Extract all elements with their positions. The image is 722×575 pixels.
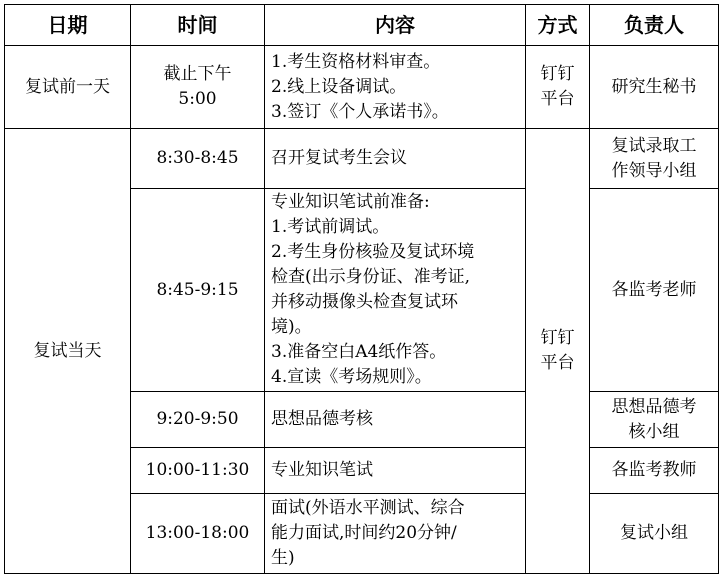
content-line: 召开复试考生会议 xyxy=(271,148,407,168)
content-cell xyxy=(265,46,526,129)
content-cell xyxy=(265,392,526,448)
time-cell xyxy=(131,189,265,392)
content-cell xyxy=(265,494,526,574)
owner-cell xyxy=(590,129,719,189)
time-cell xyxy=(131,46,265,129)
date-label: 复试前一天 xyxy=(25,76,110,97)
header-date: 日期 xyxy=(5,5,131,46)
content-cell xyxy=(265,129,526,189)
owner-line: 复试小组 xyxy=(620,523,688,543)
owner-cell xyxy=(590,189,719,392)
date-cell xyxy=(5,46,131,129)
content-line: 2.线上设备调试。 xyxy=(271,76,407,97)
method-line: 平台 xyxy=(540,89,575,109)
content-line: 专业知识笔试前准备: xyxy=(271,192,430,212)
time-cell xyxy=(131,448,265,494)
content-line: 3.准备空白A4纸作答。 xyxy=(271,342,447,362)
method-line: 钉钉 xyxy=(540,64,575,84)
content-line: 3.签订《个人承诺书》。 xyxy=(271,101,449,122)
owner-cell xyxy=(590,46,719,129)
content-line: 2.考生身份核验及复试环境 xyxy=(271,242,475,262)
content-line: 检查(出示身份证、准考证, xyxy=(271,267,471,287)
owner-cell xyxy=(590,392,719,448)
time-cell xyxy=(131,494,265,574)
header-owner: 负责人 xyxy=(590,5,719,46)
date-cell xyxy=(5,129,131,574)
method-line: 钉钉 xyxy=(540,328,575,348)
time-label: 13:00-18:00 xyxy=(145,523,250,543)
time-line: 5:00 xyxy=(178,89,217,109)
table-row xyxy=(5,46,719,129)
owner-cell xyxy=(590,494,719,574)
content-cell xyxy=(265,448,526,494)
header-time: 时间 xyxy=(131,5,265,46)
owner-line: 复试录取工 xyxy=(611,135,697,156)
owner-line: 各监考老师 xyxy=(611,279,697,300)
content-line: 生) xyxy=(271,548,295,568)
schedule-table xyxy=(4,4,719,574)
header-content: 内容 xyxy=(265,5,526,46)
content-line: 1.考生资格材料审查。 xyxy=(271,51,441,72)
time-label: 10:00-11:30 xyxy=(145,460,250,480)
content-line: 并移动摄像头检查复试环 xyxy=(271,292,458,312)
content-line: 能力面试,时间约20分钟/ xyxy=(271,523,457,543)
content-cell xyxy=(265,189,526,392)
time-cell xyxy=(131,392,265,448)
owner-line: 核小组 xyxy=(628,421,680,442)
content-line: 面试(外语水平测试、综合 xyxy=(271,498,465,518)
owner-line: 作领导小组 xyxy=(611,160,697,181)
method-cell xyxy=(526,129,590,574)
owner-line: 研究生秘书 xyxy=(611,76,697,97)
method-line: 平台 xyxy=(540,353,575,373)
time-line: 截止下午 xyxy=(163,64,232,84)
content-line: 境)。 xyxy=(271,317,312,337)
table-row xyxy=(5,129,719,189)
content-line: 4.宣读《考场规则》。 xyxy=(271,367,432,387)
method-cell xyxy=(526,46,590,129)
content-line: 专业知识笔试 xyxy=(271,460,373,480)
header-method: 方式 xyxy=(526,5,590,46)
time-label: 8:30-8:45 xyxy=(156,148,239,168)
time-label: 8:45-9:15 xyxy=(156,279,239,300)
owner-line: 各监考教师 xyxy=(611,460,697,480)
header-row xyxy=(5,5,719,46)
content-line: 思想品德考核 xyxy=(271,409,373,429)
content-line: 1.考试前调试。 xyxy=(271,217,390,237)
date-label: 复试当天 xyxy=(33,340,102,361)
owner-line: 思想品德考 xyxy=(611,396,697,417)
time-label: 9:20-9:50 xyxy=(156,409,239,429)
time-cell xyxy=(131,129,265,189)
owner-cell xyxy=(590,448,719,494)
